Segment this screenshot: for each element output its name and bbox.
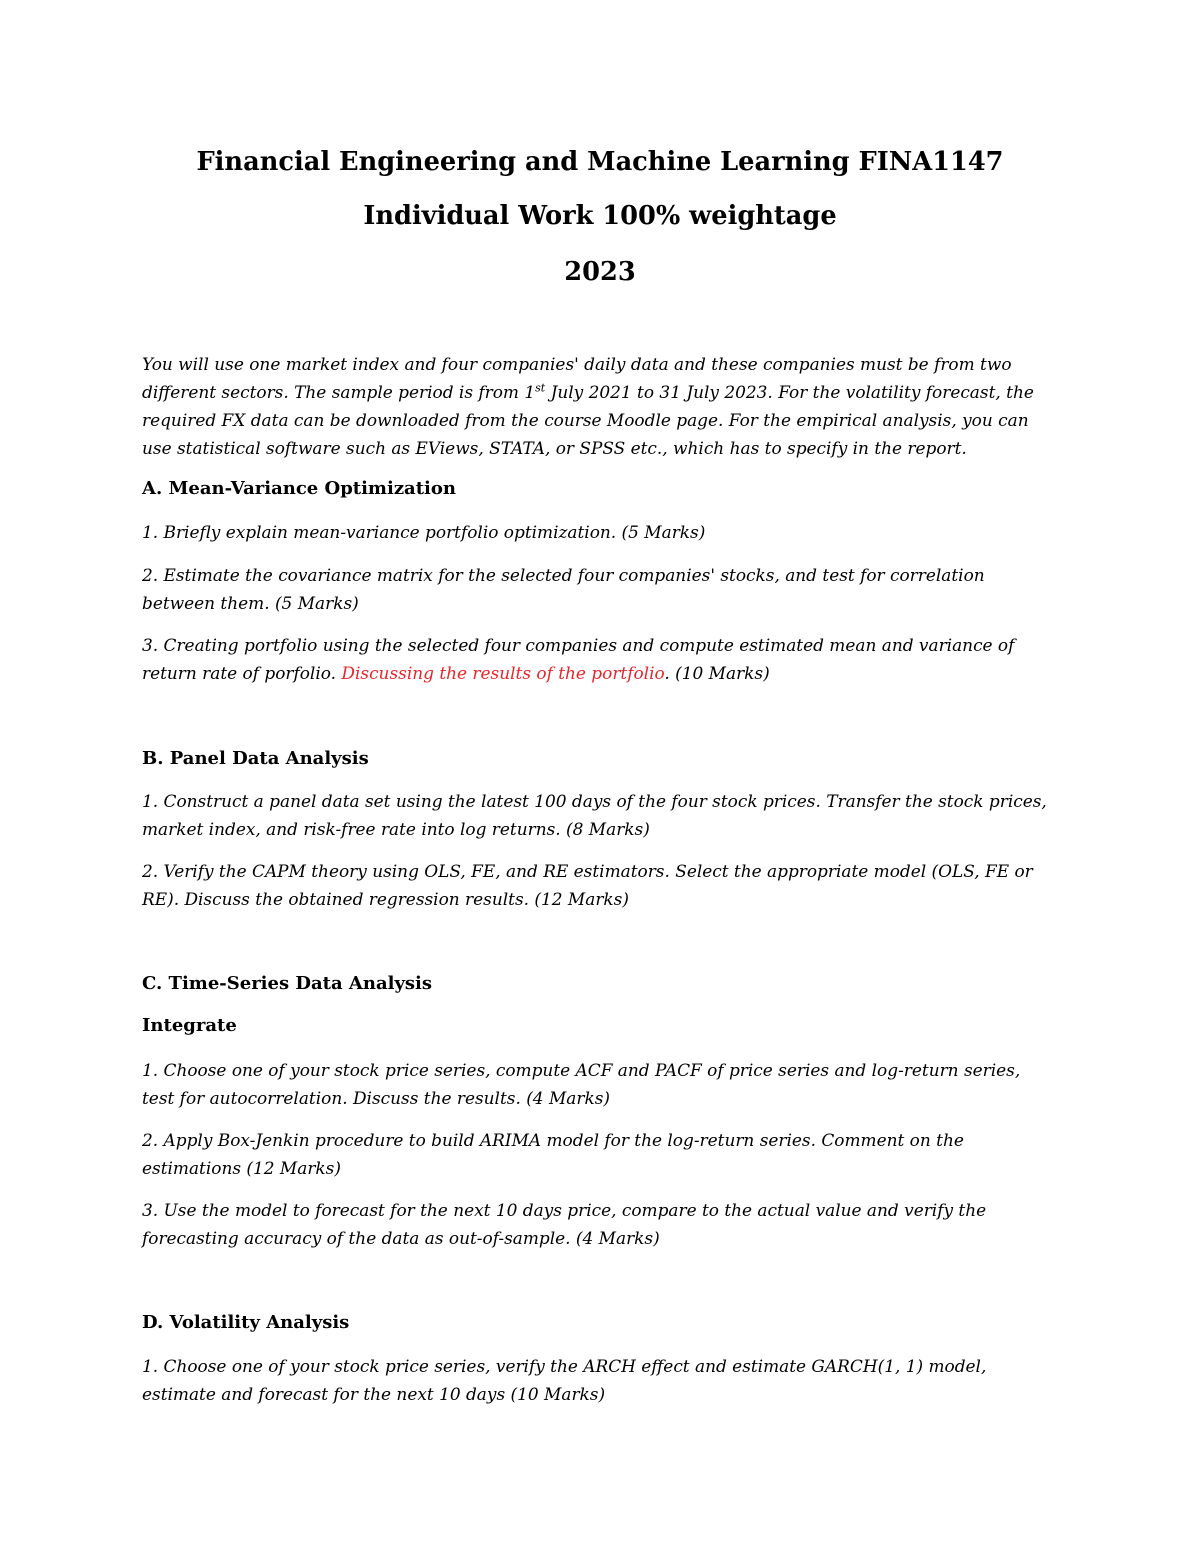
question-d1: 1. Choose one of your stock price series, verify the ARCH effect and estimate GARCH(1, 1) model, estimate and forecast for the next 10 days (10 Marks) [142,1356,987,1404]
intro-paragraph [142,350,1062,462]
intro-line: required FX data can be downloaded from the course Moodle page. For the empirical analysis, you can [142,410,1029,430]
ordinal-suffix: st [535,381,546,395]
section-b-heading: B. Panel Data Analysis [142,748,369,769]
question-a1: 1. Briefly explain mean-variance portfolio optimization. (5 Marks) [142,522,706,542]
question-b2: 2. Verify the CAPM theory using OLS, FE, and RE estimators. Select the appropriate model (OLS, FE or RE). Discuss the obtained regression results. (12 Marks) [142,861,1033,909]
question-a3: 3. Creating portfolio using the selected four companies and compute estimated mean and variance of return rate of porfolio. Discussing the results of the portfolio. (10 Marks) [142,635,1015,683]
section-a-heading: A. Mean-Variance Optimization [142,478,456,499]
document-subtitle: Individual Work 100% weightage [363,201,837,231]
section-c-subheading: Integrate [142,1015,237,1036]
question-c2: 2. Apply Box-Jenkin procedure to build ARIMA model for the log-return series. Comment on the estimations (12 Marks) [142,1130,964,1178]
highlighted-text: Discussing the results of the portfolio [341,663,665,683]
question-c1: 1. Choose one of your stock price series, compute ACF and PACF of price series and log-return series, test for autocorrelation. Discuss the results. (4 Marks) [142,1060,1021,1108]
document-year: 2023 [564,257,636,287]
intro-line: use statistical software such as EViews, STATA, or SPSS etc., which has to specify in the report. [142,438,967,458]
question-a2: 2. Estimate the covariance matrix for the selected four companies' stocks, and test for correlation between them. (5 Marks) [142,565,985,613]
intro-line: different sectors. The sample period is from 1st July 2021 to 31 July 2023. For the volatility forecast, the [142,381,1034,402]
question-c3: 3. Use the model to forecast for the next 10 days price, compare to the actual value and verify the forecasting accuracy of the data as out-of-sample. (4 Marks) [142,1200,987,1248]
question-b1: 1. Construct a panel data set using the latest 100 days of the four stock prices. Transfer the stock prices, market index, and risk-free rate into log returns. (8 Marks) [142,791,1047,839]
section-c-heading: C. Time-Series Data Analysis [142,973,433,994]
intro-line: You will use one market index and four companies' daily data and these companies must be from two [142,354,1012,374]
document-title: Financial Engineering and Machine Learning FINA1147 [196,147,1004,177]
section-d-heading: D. Volatility Analysis [142,1312,350,1333]
